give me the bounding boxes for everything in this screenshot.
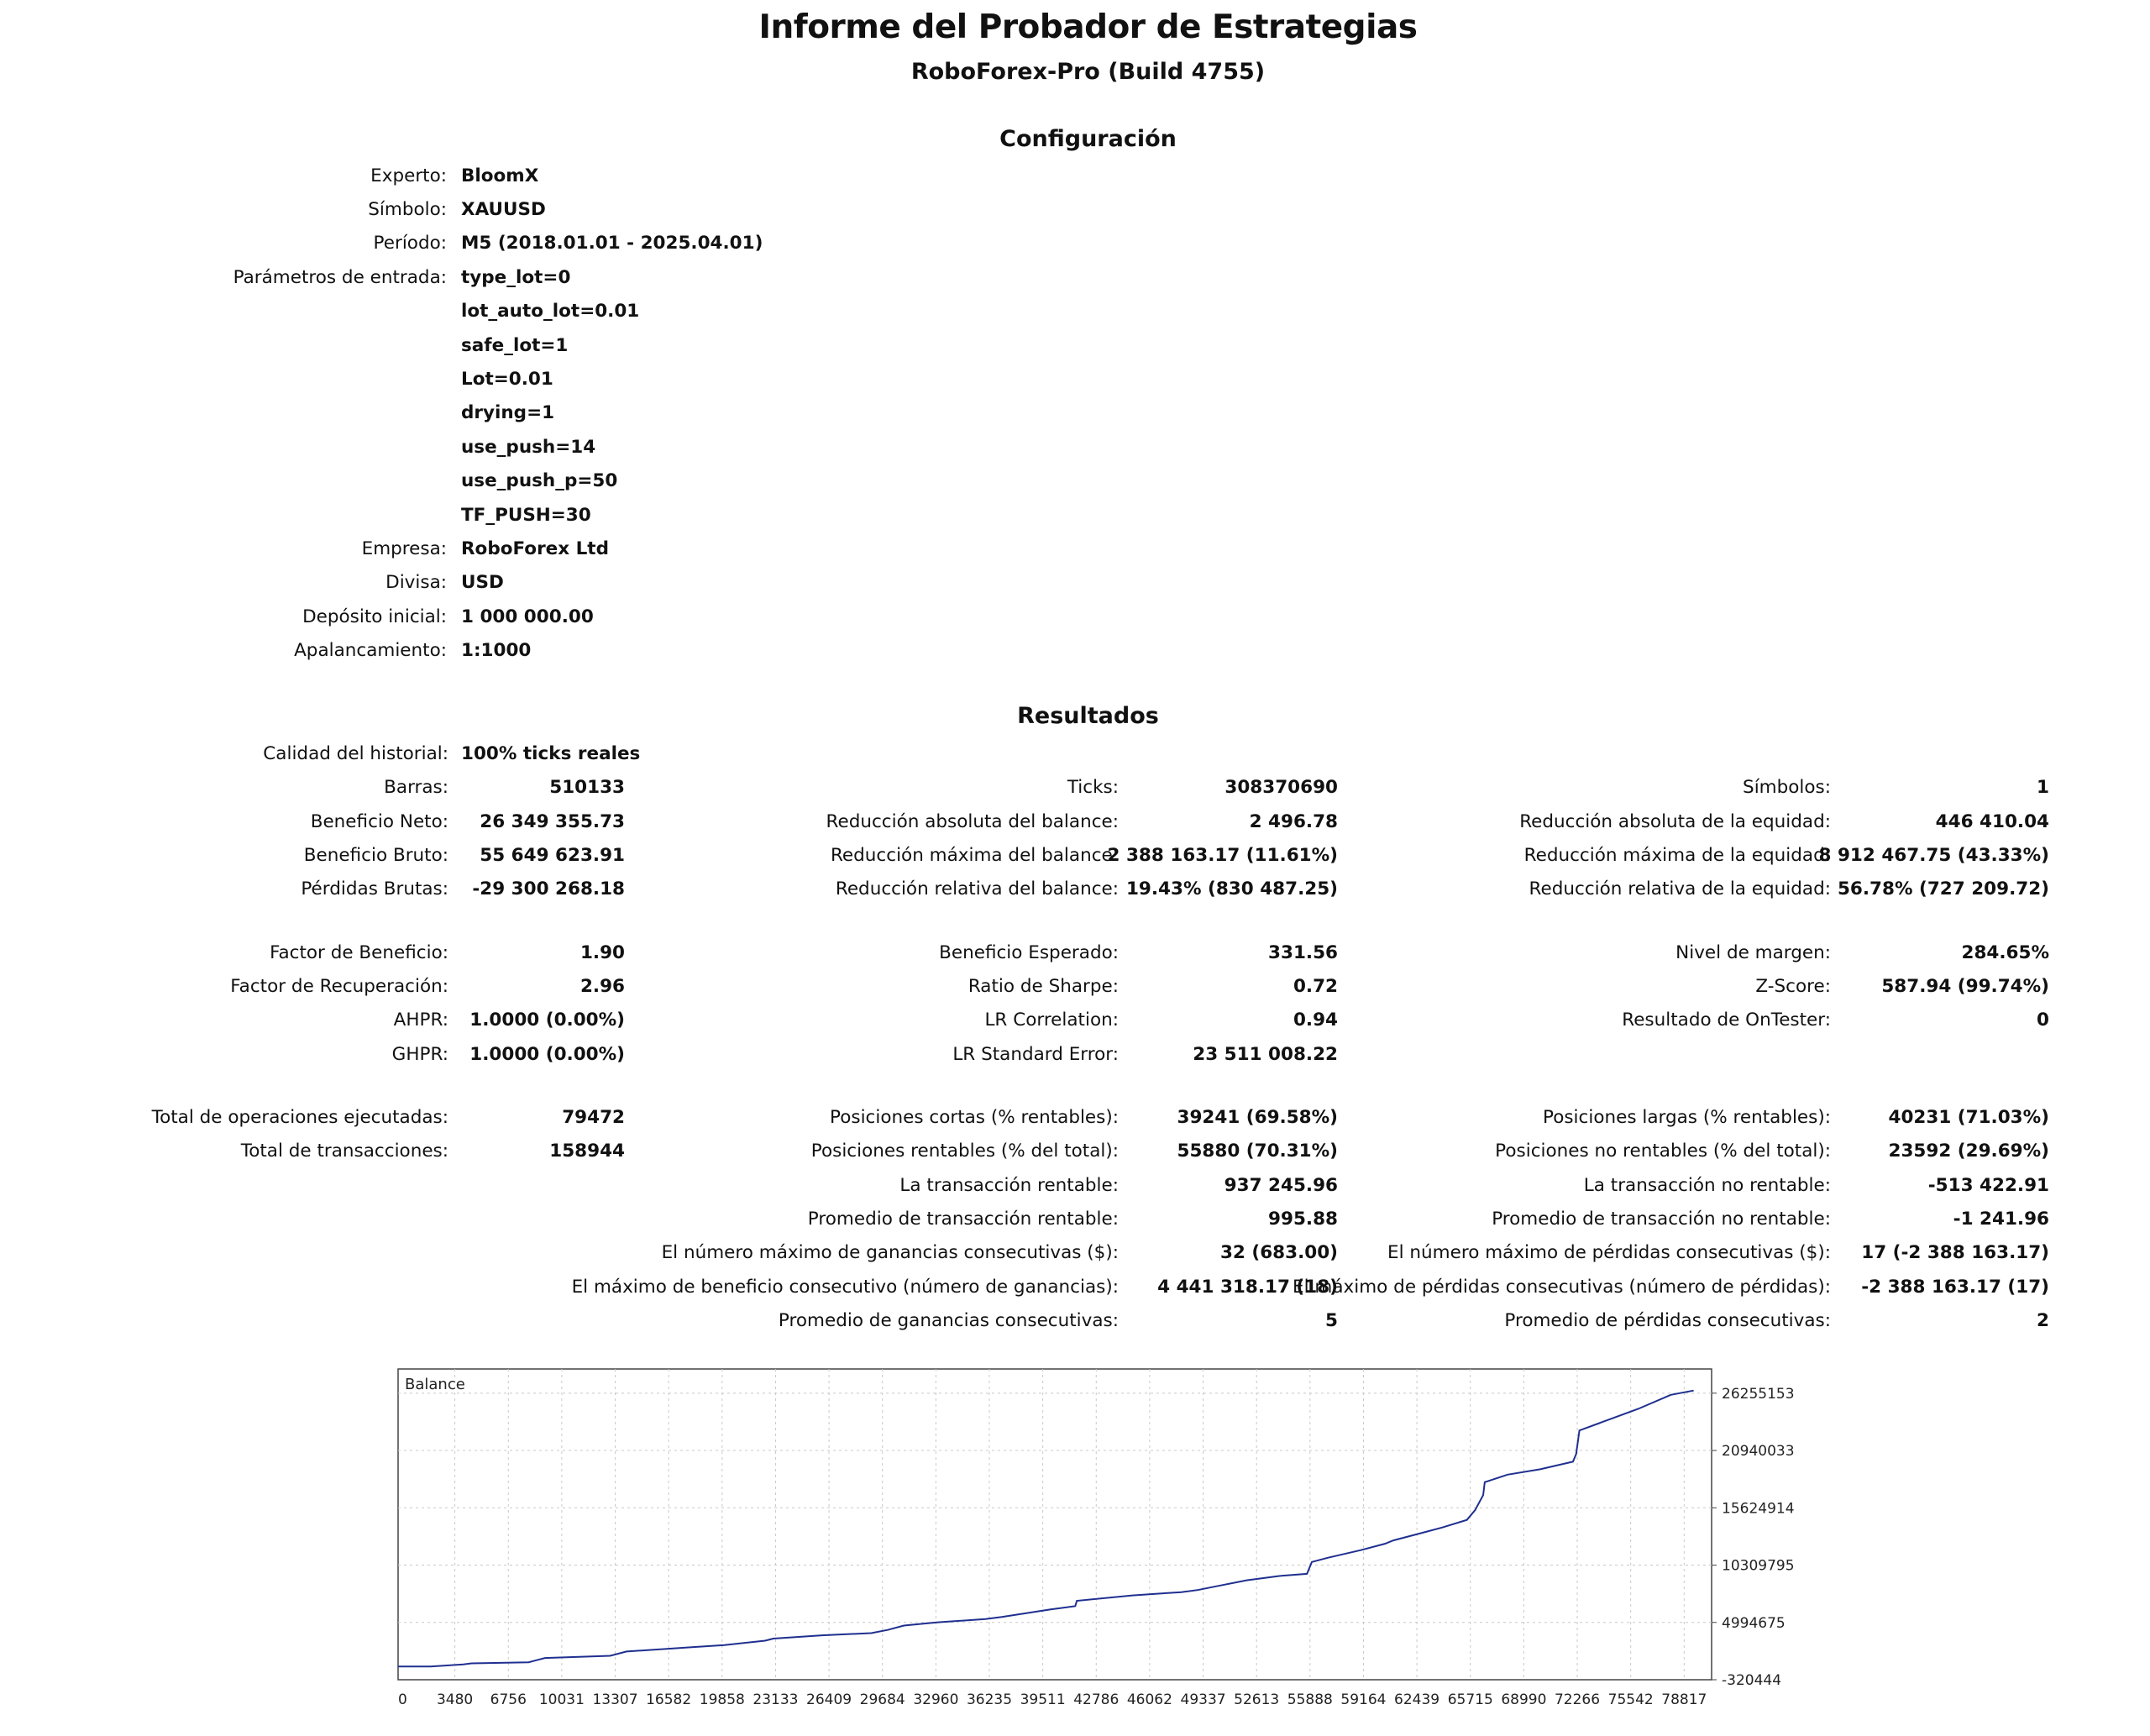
x-tick-label: 19858 bbox=[699, 1691, 745, 1708]
y-tick-label: 4994675 bbox=[1722, 1614, 1786, 1632]
result-value: 26 349 355.73 bbox=[480, 811, 625, 832]
config-label: Período: bbox=[373, 233, 447, 254]
results-row bbox=[0, 737, 2150, 771]
result-value: 0.72 bbox=[1293, 976, 1338, 997]
x-tick-label: 59164 bbox=[1340, 1691, 1387, 1708]
results-row bbox=[0, 771, 2150, 805]
x-tick-label: 39511 bbox=[1020, 1691, 1066, 1708]
result-value: 1.0000 (0.00%) bbox=[469, 1044, 625, 1065]
config-value: BloomX bbox=[461, 165, 539, 186]
result-label: Reducción absoluta de la equidad: bbox=[1519, 811, 1831, 832]
result-value: 158944 bbox=[549, 1141, 625, 1162]
results-row bbox=[0, 970, 2150, 1004]
x-tick-label: 62439 bbox=[1394, 1691, 1440, 1708]
x-axis-ticks bbox=[398, 1691, 1707, 1708]
x-tick-label: 36235 bbox=[966, 1691, 1013, 1708]
result-value: -29 300 268.18 bbox=[472, 878, 625, 899]
result-label: Posiciones largas (% rentables): bbox=[1543, 1107, 1831, 1128]
result-label: La transacción rentable: bbox=[899, 1175, 1119, 1196]
result-label: Ticks: bbox=[1067, 777, 1119, 798]
result-label: Resultado de OnTester: bbox=[1622, 1010, 1831, 1031]
result-value: 79472 bbox=[562, 1107, 625, 1128]
results-row bbox=[0, 936, 2150, 970]
result-label: Posiciones rentables (% del total): bbox=[810, 1141, 1119, 1162]
result-label: Reducción máxima del balance: bbox=[830, 845, 1119, 866]
config-label: Símbolo: bbox=[368, 199, 447, 220]
config-label: Depósito inicial: bbox=[302, 606, 447, 627]
x-tick-label: 52613 bbox=[1234, 1691, 1280, 1708]
result-value: 995.88 bbox=[1268, 1209, 1338, 1230]
x-tick-label: 32960 bbox=[913, 1691, 959, 1708]
config-value: RoboForex Ltd bbox=[461, 538, 609, 559]
result-label: Beneficio Bruto: bbox=[303, 845, 448, 866]
result-value: 1.90 bbox=[579, 942, 625, 963]
results-section-title: Resultados bbox=[1017, 703, 1159, 729]
chart-title: Balance bbox=[405, 1376, 465, 1393]
config-label: Divisa: bbox=[385, 572, 447, 593]
x-tick-label: 42786 bbox=[1073, 1691, 1120, 1708]
result-value: 39241 (69.58%) bbox=[1177, 1107, 1338, 1128]
x-tick-label: 78817 bbox=[1661, 1691, 1707, 1708]
config-value: use_push_p=50 bbox=[461, 470, 618, 491]
result-value: 23592 (29.69%) bbox=[1888, 1141, 2049, 1162]
results-row bbox=[0, 1203, 2150, 1236]
result-value: 2 bbox=[2037, 1310, 2049, 1331]
result-label: Total de operaciones ejecutadas: bbox=[151, 1107, 448, 1128]
config-value: 1:1000 bbox=[461, 640, 532, 661]
result-value: 587.94 (99.74%) bbox=[1881, 976, 2049, 997]
results-row bbox=[0, 1135, 2150, 1168]
x-tick-label: 46062 bbox=[1126, 1691, 1172, 1708]
result-label: El número máximo de ganancias consecutivas ($): bbox=[661, 1242, 1119, 1263]
result-value: 0 bbox=[2037, 1010, 2049, 1031]
config-value: safe_lot=1 bbox=[461, 335, 569, 356]
config-label: Apalancamiento: bbox=[294, 640, 447, 661]
config-value: Lot=0.01 bbox=[461, 369, 553, 390]
result-value: 937 245.96 bbox=[1224, 1175, 1338, 1196]
results-row bbox=[0, 805, 2150, 839]
result-label: Factor de Beneficio: bbox=[270, 942, 448, 963]
config-value: type_lot=0 bbox=[461, 267, 571, 288]
result-value: 1.0000 (0.00%) bbox=[469, 1010, 625, 1031]
result-label: LR Correlation: bbox=[984, 1010, 1119, 1031]
x-tick-label: 55888 bbox=[1287, 1691, 1333, 1708]
x-tick-label: 26409 bbox=[806, 1691, 852, 1708]
result-value: 55 649 623.91 bbox=[480, 845, 625, 866]
config-value: drying=1 bbox=[461, 402, 555, 423]
results-row bbox=[0, 1004, 2150, 1037]
result-label: LR Standard Error: bbox=[952, 1044, 1119, 1065]
result-value: 510133 bbox=[549, 777, 625, 798]
config-label: Parámetros de entrada: bbox=[233, 267, 447, 288]
result-value: 446 410.04 bbox=[1935, 811, 2049, 832]
results-row bbox=[0, 1236, 2150, 1270]
result-value: 331.56 bbox=[1268, 942, 1338, 963]
result-label: Posiciones cortas (% rentables): bbox=[830, 1107, 1119, 1128]
result-value: 40231 (71.03%) bbox=[1888, 1107, 2049, 1128]
result-value: 55880 (70.31%) bbox=[1177, 1141, 1338, 1162]
result-label: AHPR: bbox=[393, 1010, 448, 1031]
result-value: 23 511 008.22 bbox=[1193, 1044, 1338, 1065]
result-value: -2 388 163.17 (17) bbox=[1861, 1277, 2049, 1298]
result-label: Posiciones no rentables (% del total): bbox=[1495, 1141, 1831, 1162]
config-value: TF_PUSH=30 bbox=[461, 505, 591, 526]
result-label: El máximo de beneficio consecutivo (número de ganancias): bbox=[571, 1277, 1119, 1298]
config-value: XAUUSD bbox=[461, 199, 546, 220]
result-value: 1 bbox=[2037, 777, 2049, 798]
y-tick-label: 15624914 bbox=[1722, 1500, 1795, 1518]
result-label: Barras: bbox=[384, 777, 448, 798]
result-label: Ratio de Sharpe: bbox=[968, 976, 1119, 997]
result-label: Beneficio Neto: bbox=[310, 811, 448, 832]
results-row bbox=[0, 839, 2150, 873]
result-label: Nivel de margen: bbox=[1675, 942, 1831, 963]
results-row bbox=[0, 1304, 2150, 1338]
x-tick-label: 0 bbox=[398, 1691, 407, 1708]
result-value: 2 496.78 bbox=[1249, 811, 1338, 832]
result-label: Símbolos: bbox=[1743, 777, 1831, 798]
config-value: M5 (2018.01.01 - 2025.04.01) bbox=[461, 233, 763, 254]
config-label: Experto: bbox=[370, 165, 447, 186]
result-value: 8 912 467.75 (43.33%) bbox=[1818, 845, 2049, 866]
result-label: La transacción no rentable: bbox=[1583, 1175, 1831, 1196]
x-tick-label: 10031 bbox=[538, 1691, 585, 1708]
x-tick-label: 16582 bbox=[646, 1691, 692, 1708]
result-value: 2.96 bbox=[579, 976, 625, 997]
result-label: Beneficio Esperado: bbox=[939, 942, 1119, 963]
result-value: 4 441 318.17 (18) bbox=[1157, 1277, 1338, 1298]
result-label: Reducción relativa del balance: bbox=[835, 878, 1119, 899]
result-label: Reducción máxima de la equidad: bbox=[1523, 845, 1831, 866]
result-label: Pérdidas Brutas: bbox=[301, 878, 448, 899]
config-value: 1 000 000.00 bbox=[461, 606, 594, 627]
result-label: Promedio de ganancias consecutivas: bbox=[778, 1310, 1119, 1331]
result-value: 0.94 bbox=[1293, 1010, 1338, 1031]
results-row bbox=[0, 1169, 2150, 1203]
x-tick-label: 49337 bbox=[1180, 1691, 1226, 1708]
config-label: Empresa: bbox=[361, 538, 447, 559]
result-value: 100% ticks reales bbox=[461, 743, 641, 764]
y-tick-label: 20940033 bbox=[1722, 1443, 1795, 1461]
result-value: -1 241.96 bbox=[1953, 1209, 2049, 1230]
result-label: El máximo de pérdidas consecutivas (número de pérdidas): bbox=[1293, 1277, 1831, 1298]
config-value: use_push=14 bbox=[461, 437, 596, 458]
report-title: Informe del Probador de Estrategias bbox=[758, 8, 1418, 46]
result-label: Promedio de transacción rentable: bbox=[807, 1209, 1119, 1230]
result-label: Calidad del historial: bbox=[263, 743, 448, 764]
result-value: 5 bbox=[1325, 1310, 1338, 1331]
result-value: 32 (683.00) bbox=[1219, 1242, 1338, 1263]
result-value: 56.78% (727 209.72) bbox=[1837, 878, 2049, 899]
result-label: Promedio de pérdidas consecutivas: bbox=[1504, 1310, 1831, 1331]
x-tick-label: 75542 bbox=[1607, 1691, 1654, 1708]
balance-chart bbox=[386, 1361, 1831, 1713]
x-tick-label: 3480 bbox=[436, 1691, 474, 1708]
x-tick-label: 29684 bbox=[859, 1691, 905, 1708]
results-row bbox=[0, 1101, 2150, 1135]
results-row bbox=[0, 1038, 2150, 1072]
result-label: Reducción absoluta del balance: bbox=[826, 811, 1119, 832]
plot-area bbox=[398, 1369, 1712, 1680]
result-value: -513 422.91 bbox=[1927, 1175, 2049, 1196]
x-tick-label: 72266 bbox=[1554, 1691, 1601, 1708]
result-value: 284.65% bbox=[1961, 942, 2049, 963]
y-axis-ticks bbox=[1712, 1386, 1795, 1689]
x-tick-label: 65715 bbox=[1447, 1691, 1493, 1708]
result-value: 19.43% (830 487.25) bbox=[1125, 878, 1338, 899]
result-label: Promedio de transacción no rentable: bbox=[1492, 1209, 1831, 1230]
y-tick-label: 10309795 bbox=[1722, 1557, 1795, 1575]
result-value: 308370690 bbox=[1224, 777, 1338, 798]
config-section-title: Configuración bbox=[999, 126, 1177, 152]
x-tick-label: 23133 bbox=[752, 1691, 799, 1708]
result-label: Z-Score: bbox=[1755, 976, 1831, 997]
result-label: Factor de Recuperación: bbox=[230, 976, 448, 997]
result-label: El número máximo de pérdidas consecutivas ($): bbox=[1387, 1242, 1831, 1263]
config-value: lot_auto_lot=0.01 bbox=[461, 301, 640, 322]
result-value: 2 388 163.17 (11.61%) bbox=[1107, 845, 1338, 866]
results-row bbox=[0, 873, 2150, 906]
report-subtitle: RoboForex-Pro (Build 4755) bbox=[910, 59, 1266, 85]
results-row bbox=[0, 1271, 2150, 1304]
result-label: Reducción relativa de la equidad: bbox=[1529, 878, 1831, 899]
x-tick-label: 68990 bbox=[1501, 1691, 1547, 1708]
result-label: Total de transacciones: bbox=[240, 1141, 448, 1162]
config-value: USD bbox=[461, 572, 504, 593]
y-tick-label: 26255153 bbox=[1722, 1385, 1795, 1403]
x-tick-label: 6756 bbox=[490, 1691, 527, 1708]
y-tick-label: -320444 bbox=[1722, 1672, 1782, 1689]
x-tick-label: 13307 bbox=[592, 1691, 638, 1708]
result-label: GHPR: bbox=[391, 1044, 448, 1065]
result-value: 17 (-2 388 163.17) bbox=[1861, 1242, 2049, 1263]
